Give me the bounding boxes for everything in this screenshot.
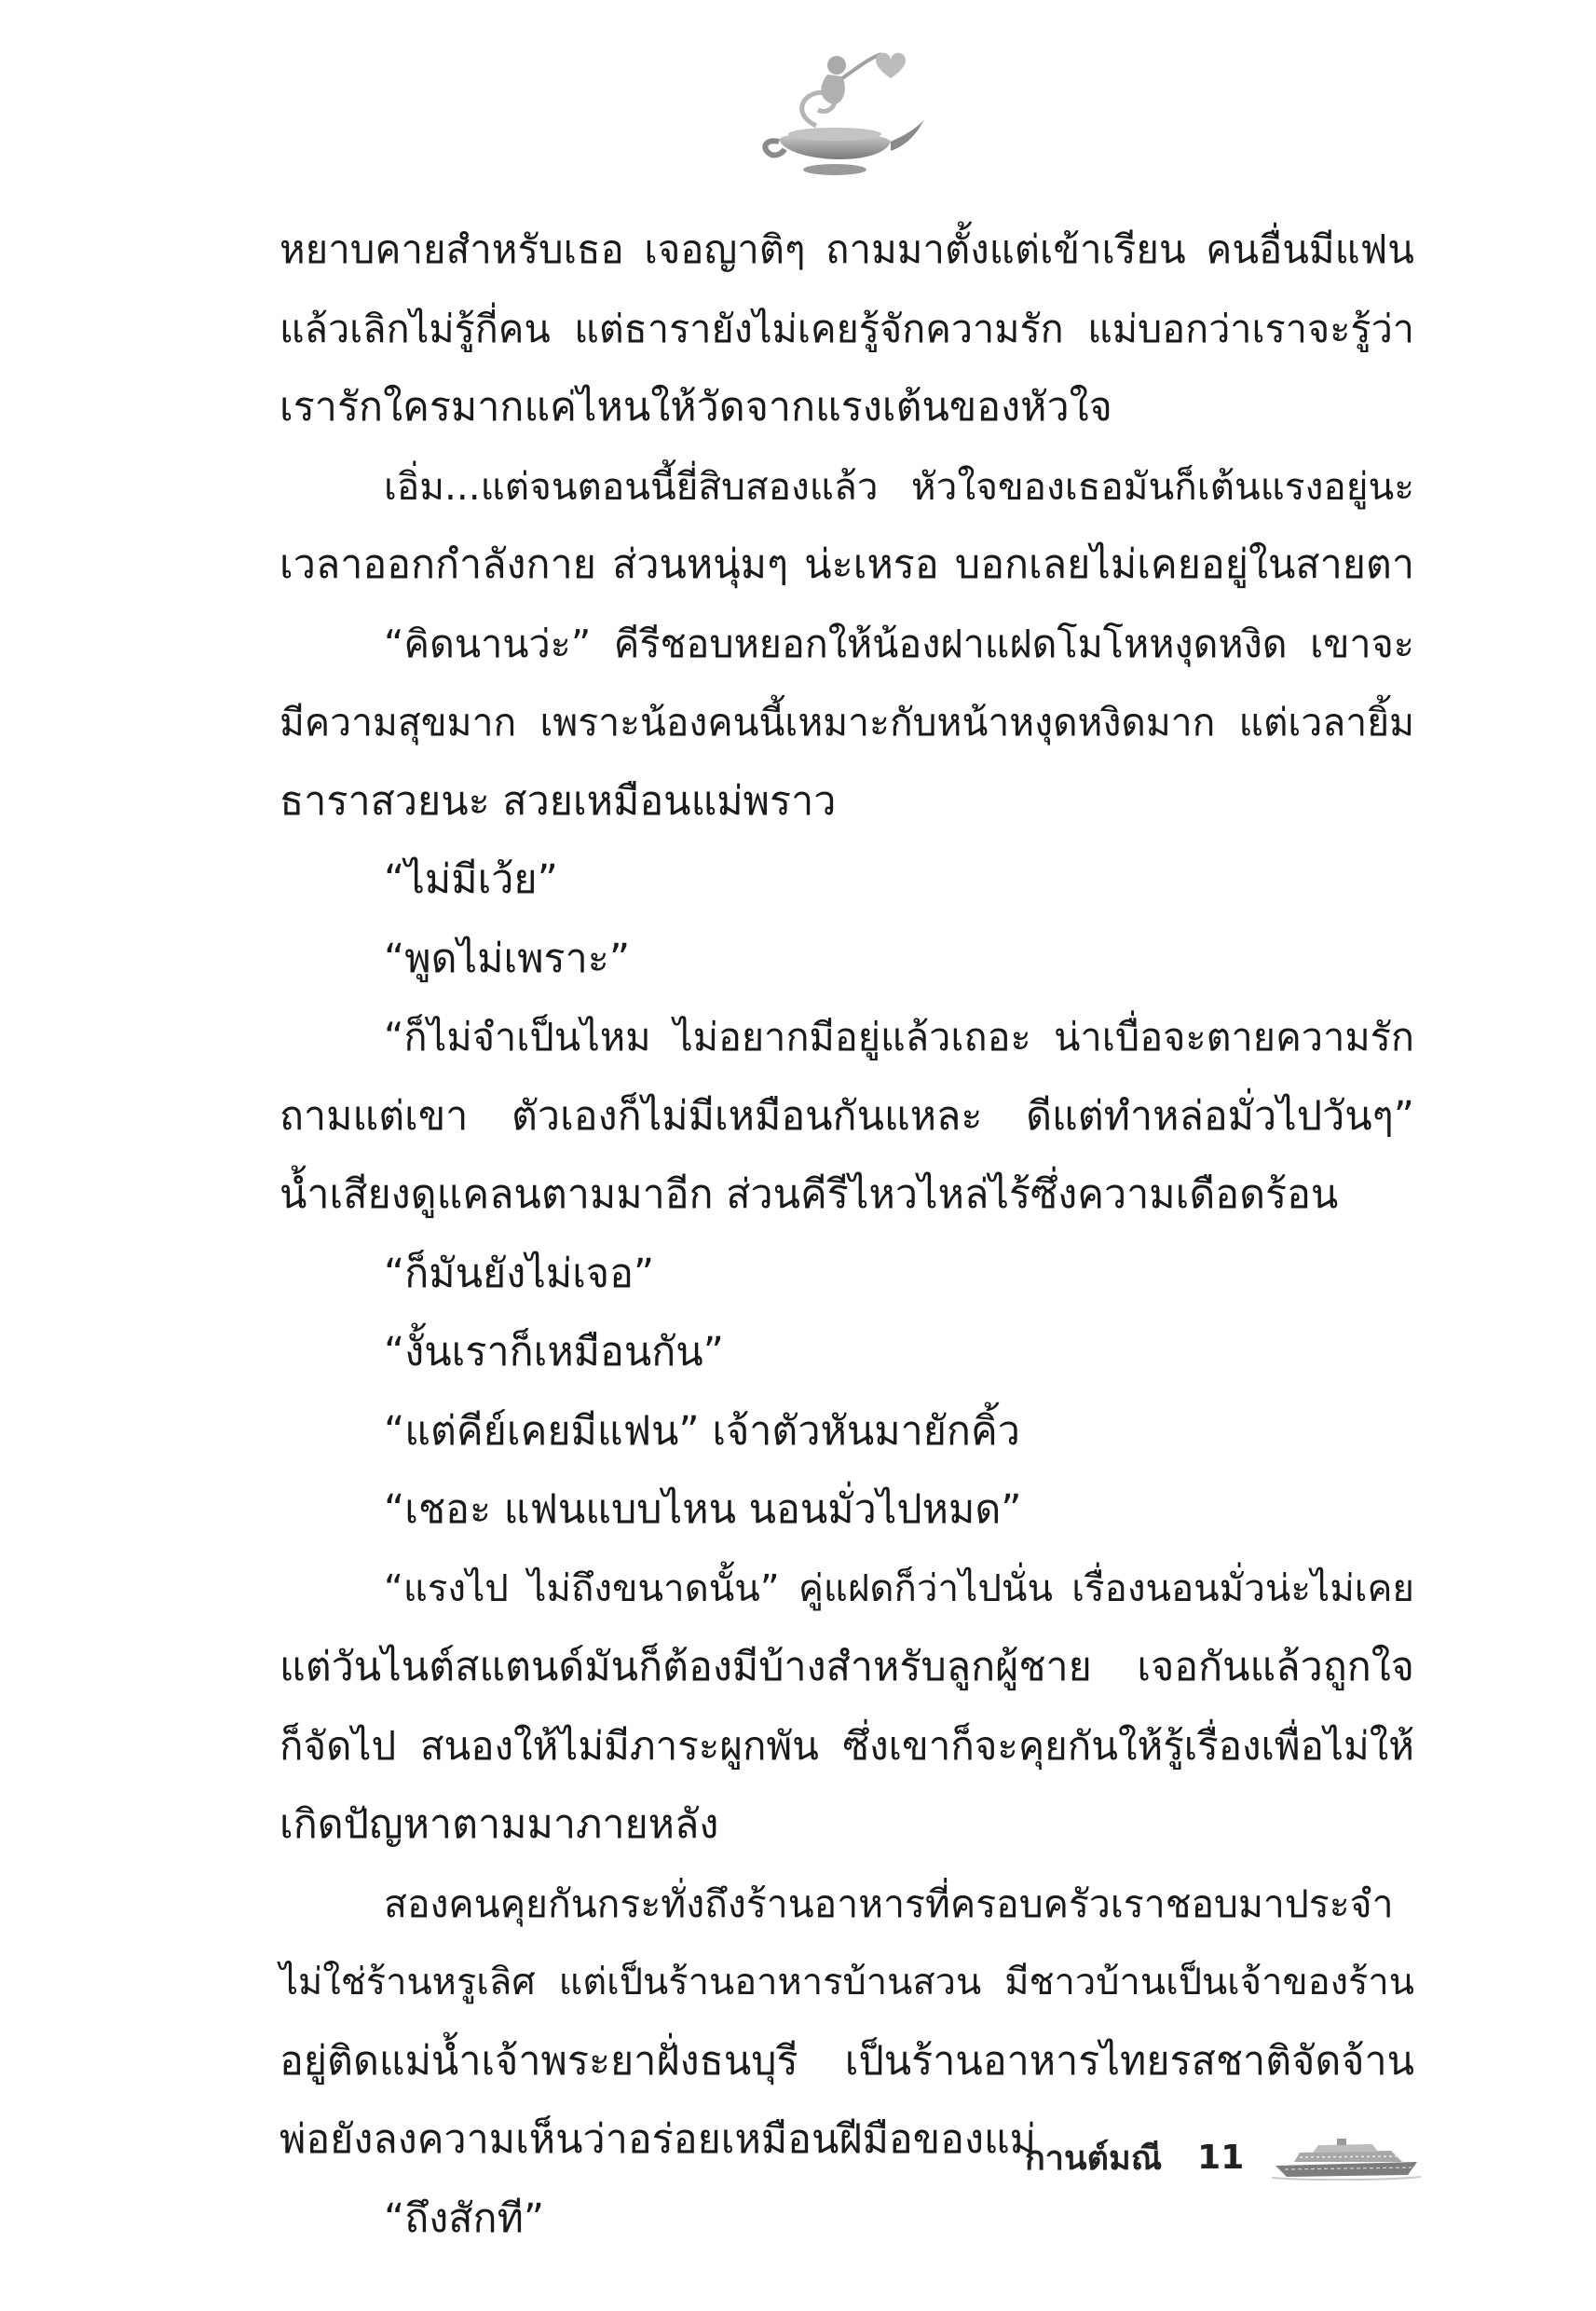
book-title: กานต์มณี	[1025, 2139, 1163, 2178]
text-line: ธาราสวยนะ สวยเหมือนแม่พราว	[280, 777, 837, 825]
text-line: “แต่คีย์เคยมีแฟน” เจ้าตัวหันมายักคิ้ว	[384, 1407, 1020, 1455]
genie-lamp-logo-icon	[751, 37, 928, 177]
text-line: เกิดปัญหาตามมาภายหลัง	[280, 1801, 719, 1848]
text-line: เวลาออกกำลังกาย ส่วนหนุ่มๆ น่ะเหรอ บอกเลยไม่เคยอยู่ในสายตา	[280, 541, 1414, 588]
text-line: “เชอะ แฟนแบบไหน นอนมั่วไปหมด”	[384, 1486, 1022, 1533]
text-line: อยู่ติดแม่น้ำเจ้าพระยาฝั่งธนบุรี เป็นร้านอาหารไทยรสชาติจัดจ้าน	[280, 2037, 1414, 2085]
text-line: “แรงไป ไม่ถึงขนาดนั้น” คู่แฝดก็ว่าไปนั่น เรื่องนอนมั่วน่ะไม่เคย	[384, 1566, 1414, 1610]
text-line: “ถึงสักที”	[384, 2195, 545, 2242]
cruise-ship-icon	[1272, 2134, 1421, 2181]
page-number: 11	[1197, 2138, 1245, 2177]
text-line: ถามแต่เขา ตัวเองก็ไม่มีเหมือนกันแหละ ดีแต่ทำหล่อมั่วไปวันๆ”	[280, 1092, 1414, 1140]
page-footer	[1025, 2129, 1244, 2185]
text-line: ไม่ใช่ร้านหรูเลิศ แต่เป็นร้านอาหารบ้านสวน มีชาวบ้านเป็นเจ้าของร้าน	[280, 1961, 1414, 2003]
text-line: ก็จัดไป สนองให้ไม่มีภาระผูกพัน ซึ่งเขาก็จะคุยกันให้รู้เรื่องเพื่อไม่ให้	[280, 1722, 1414, 1769]
text-line: หยาบคายสำหรับเธอ เจอญาติๆ ถามมาตั้งแต่เข้าเรียน คนอื่นมีแฟน	[280, 226, 1414, 272]
text-line: แล้วเลิกไม่รู้กี่คน แต่ธารายังไม่เคยรู้จักความรัก แม่บอกว่าเราจะรู้ว่า	[280, 306, 1414, 351]
text-line: แต่วันไนต์สแตนด์มันก็ต้องมีบ้างสำหรับลูกผู้ชาย เจอกันแล้วถูกใจ	[280, 1644, 1414, 1690]
text-line: “ก็ไม่จำเป็นไหม ไม่อยากมีอยู่แล้วเถอะ น่าเบื่อจะตายความรัก	[384, 1015, 1414, 1060]
text-line: เอิ่ม...แต่จนตอนนี้ยี่สิบสองแล้ว หัวใจของเธอมันก็เต้นแรงอยู่นะ	[384, 463, 1414, 509]
text-line: เรารักใครมากแค่ไหนให้วัดจากแรงเต้นของหัวใจ	[280, 384, 1112, 431]
body-text	[280, 211, 1414, 2258]
text-line: สองคนคุยกันกระทั่งถึงร้านอาหารที่ครอบครัวเราชอบมาประจำ	[384, 1880, 1394, 1926]
text-line: พ่อยังลงความเห็นว่าอร่อยเหมือนฝีมือของแม่	[280, 2116, 1037, 2163]
text-line: “ก็มันยังไม่เจอ”	[384, 1250, 655, 1297]
text-line: น้ำเสียงดูแคลนตามมาอีก ส่วนคีรีไหวไหล่ไร้ซึ่งความเดือดร้อน	[280, 1171, 1339, 1218]
text-line: “คิดนานว่ะ” คีรีชอบหยอกให้น้องฝาแฝดโมโหหงุดหงิด เขาจะ	[384, 621, 1414, 666]
text-line: มีความสุขมาก เพราะน้องคนนี้เหมาะกับหน้าหงุดหงิดมาก แต่เวลายิ้ม	[280, 700, 1414, 745]
text-line: “พูดไม่เพราะ”	[384, 935, 631, 982]
text-line: “ไม่มีเว้ย”	[384, 856, 558, 903]
text-line: “งั้นเราก็เหมือนกัน”	[384, 1329, 724, 1375]
